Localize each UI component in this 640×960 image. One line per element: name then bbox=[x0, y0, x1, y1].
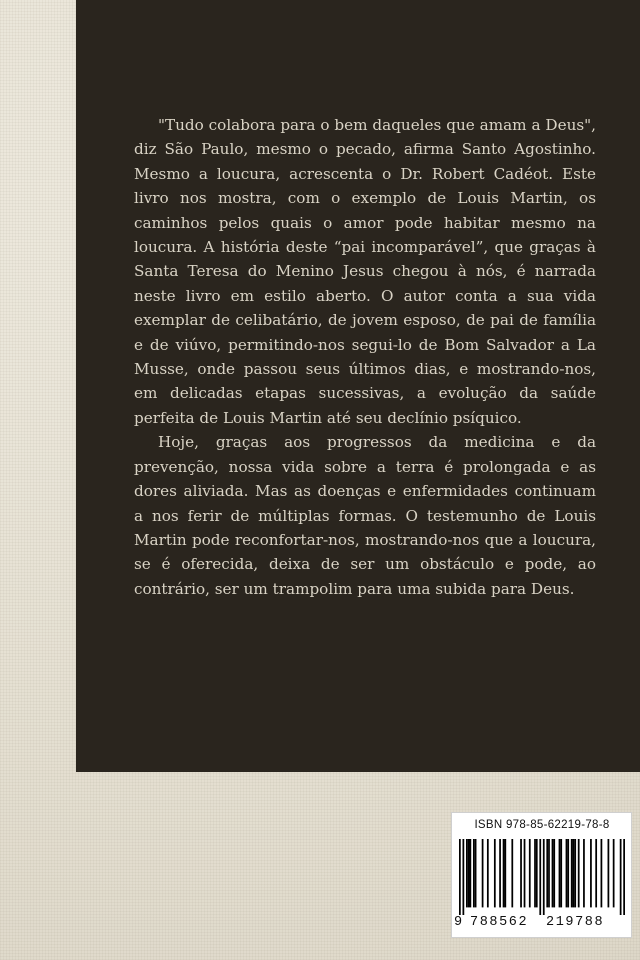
isbn-label: ISBN 978-85-62219-78-8 bbox=[474, 819, 610, 831]
barcode-bar bbox=[566, 839, 568, 907]
barcode-bar bbox=[583, 839, 585, 907]
barcode-bar bbox=[623, 839, 625, 915]
barcode-bar bbox=[601, 839, 603, 907]
barcode-bar bbox=[559, 839, 561, 907]
barcode-bar bbox=[475, 839, 477, 907]
barcode-bar bbox=[553, 839, 555, 907]
isbn-barcode bbox=[451, 812, 632, 938]
barcode-bar bbox=[573, 839, 575, 907]
barcode-bar bbox=[595, 839, 597, 907]
barcode-bar bbox=[552, 839, 554, 907]
barcode-bar bbox=[548, 839, 550, 907]
barcode-bar bbox=[571, 839, 573, 907]
barcode-bar bbox=[473, 839, 475, 907]
blurb-paragraph-1: "Tudo colabora para o bem daqueles que amam a Deus", diz São Paulo, mesmo o pecado, afirma Santo Agostinho. Mesmo a loucura, acrescenta o Dr. Robert Cadéot. Este livro nos mostra, com o exemplo de Louis Martin, os caminhos pelos quais o amor pode habitar mesmo na loucura. A história deste “pai incomparável”, que graças à Santa Teresa do Menino Jesus chegou à nós, é narrada neste livro em estilo aberto. O autor conta a sua vida exemplar de celibatário, de jovem esposo, de pai de família e de viúvo, permitindo-nos segui-lo de Bom Salvador a La Musse, onde passou seus últimos dias, e mostrando-nos, em delicadas etapas sucessivas, a evolução da saúde perfeita de Louis Martin até seu declínio psíquico. bbox=[134, 116, 596, 427]
barcode-bar bbox=[543, 839, 545, 915]
barcode-bar bbox=[590, 839, 592, 907]
barcode-digits-left: 788562 bbox=[470, 915, 529, 930]
barcode-bar bbox=[560, 839, 562, 907]
barcode-bar bbox=[608, 839, 610, 907]
barcode-bar bbox=[524, 839, 526, 907]
barcode-bar bbox=[466, 839, 468, 907]
barcode-bars bbox=[459, 839, 625, 915]
barcode-bar bbox=[546, 839, 548, 907]
barcode-bar bbox=[482, 839, 484, 907]
barcode-bar bbox=[534, 839, 536, 907]
barcode-bar bbox=[620, 839, 622, 915]
barcode-bar bbox=[468, 839, 470, 907]
barcode-bar bbox=[459, 839, 461, 915]
barcode-bar bbox=[539, 839, 541, 915]
barcode-bar bbox=[499, 839, 501, 907]
barcode-bar bbox=[613, 839, 615, 907]
barcode-bar bbox=[567, 839, 569, 907]
barcode-bar bbox=[529, 839, 531, 907]
barcode-digits-right: 219788 bbox=[546, 915, 605, 930]
barcode-digit-first: 9 bbox=[454, 915, 463, 930]
barcode-bar bbox=[494, 839, 496, 907]
back-cover-blurb bbox=[134, 113, 596, 601]
barcode-bar bbox=[462, 839, 464, 915]
barcode-bar bbox=[520, 839, 522, 907]
barcode-bar bbox=[504, 839, 506, 907]
barcode-bar bbox=[487, 839, 489, 907]
barcode-bar bbox=[503, 839, 505, 907]
barcode-bar bbox=[574, 839, 576, 907]
barcode-bar bbox=[578, 839, 580, 907]
barcode-bar bbox=[469, 839, 471, 907]
barcode-bar bbox=[511, 839, 513, 907]
blurb-paragraph-2: Hoje, graças aos progressos da medicina e da prevenção, nossa vida sobre a terra é prolongada e as dores aliviada. Mas as doenças e enfermidades continuam a nos ferir de múltiplas formas. O testemunho de Louis Martin pode reconfortar-nos, mostrando-nos que a loucura, se é oferecida, deixa de ser um obstáculo e pode, ao contrário, ser um trampolim para uma subida para Deus. bbox=[134, 433, 596, 598]
barcode-bar bbox=[536, 839, 538, 907]
